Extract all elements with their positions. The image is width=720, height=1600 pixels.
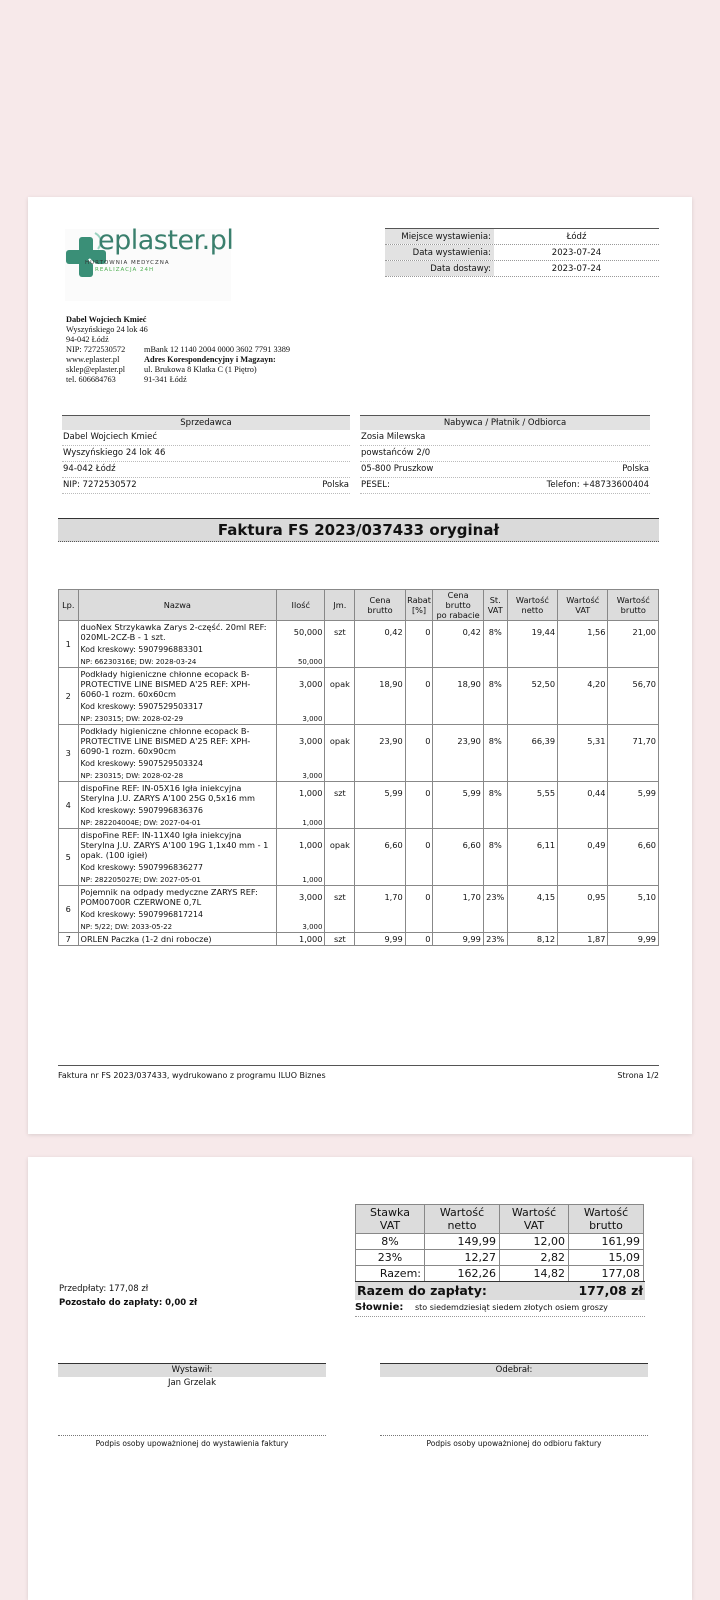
meta-row: Data dostawy: 2023-07-24 — [385, 261, 659, 277]
buyer-block: Nabywca / Płatnik / Odbiorca Zosia Milewska powstańców 2/0 05-800 Pruszkow Polska PESEL: Telefon: +48733600404 — [360, 415, 650, 494]
barcode-row: Kod kreskowy: 5907996836376 — [59, 804, 659, 817]
seller-block: Sprzedawca Dabel Wojciech Kmieć Wyszyńskiego 24 lok 46 94-042 Łódź NIP: 7272530572 Polska — [62, 415, 350, 494]
barcode-row: Kod kreskowy: 5907529503317 — [59, 700, 659, 713]
vat-row: 8% 149,99 12,00 161,99 — [356, 1234, 644, 1250]
prepayment-info: Przedpłaty: 177,08 zł Pozostało do zapłaty: 0,00 zł — [59, 1284, 198, 1308]
logo-subtitle: HURTOWNIA MEDYCZNA — [85, 260, 170, 266]
table-row: 2 Podkłady higieniczne chłonne ecopack B-PROTECTIVE LINE BISMED A'25 REF: XPH-6060-1 rozm. 60x60cm 3,000 opak 18,90 0 18,90 8% 52,50 4,20 56,70 — [59, 668, 659, 701]
payment-summary: Razem do zapłaty: 177,08 zł Słownie: sto siedemdziesiąt siedem złotych osiem groszy — [355, 1281, 645, 1317]
batch-row: NP: 66230316E; DW: 2028-03-24 50,000 — [59, 656, 659, 668]
receiver-signature: Odebrał: Podpis osoby upoważnionej do odbioru faktury — [380, 1363, 648, 1448]
table-row: 4 dispoFine REF: IN-05X16 Igła iniekcyjna Sterylna J.U. ZARYS A'100 25G 0,5x16 mm 1,000 szt 5,99 0 5,99 8% 5,55 0,44 5,99 — [59, 782, 659, 805]
page-footer: Faktura nr FS 2023/037433, wydrukowano z programu ILUO Biznes Strona 1/2 — [58, 1065, 659, 1080]
barcode-row: Kod kreskowy: 5907529503324 — [59, 757, 659, 770]
meta-row: Data wystawienia: 2023-07-24 — [385, 245, 659, 261]
invoice-page-1 — [28, 197, 692, 1134]
barcode-row: Kod kreskowy: 5907996883301 — [59, 643, 659, 656]
invoice-page-2 — [28, 1157, 692, 1600]
issuer-signature: Wystawił: Jan Grzelak Podpis osoby upoważnionej do wystawienia faktury — [58, 1363, 326, 1448]
vat-row: 23% 12,27 2,82 15,09 — [356, 1250, 644, 1266]
table-row: 1 duoNex Strzykawka Zarys 2-część. 20ml REF: 020ML-2CZ-B - 1 szt. 50,000 szt 0,42 0 0,42 8% 19,44 1,56 21,00 — [59, 621, 659, 644]
table-row: 3 Podkłady higieniczne chłonne ecopack B-PROTECTIVE LINE BISMED A'25 REF: XPH-6090-1 rozm. 60x90cm 3,000 opak 23,90 0 23,90 8% 66,39 5,31 71,70 — [59, 725, 659, 758]
meta-row: Miejsce wystawienia: Łódź — [385, 229, 659, 245]
batch-row: NP: 230315; DW: 2028-02-28 3,000 — [59, 770, 659, 782]
items-header: Lp. Nazwa Ilość Jm. Cena brutto Rabat [%] Cena brutto po rabacie St. VAT Wartość netto Wartość VAT Wartość brutto — [59, 590, 659, 621]
barcode-row: Kod kreskowy: 5907996817214 — [59, 908, 659, 921]
batch-row: NP: 282205027E; DW: 2027-05-01 1,000 — [59, 874, 659, 886]
logo-tagline: REALIZACJA 24H — [95, 267, 155, 273]
logo-wordmark: eplaster.pl — [98, 225, 234, 256]
invoice-meta — [385, 228, 659, 277]
items-table — [58, 589, 659, 946]
invoice-title: Faktura FS 2023/037433 oryginał — [58, 518, 659, 542]
vat-summary-table: Stawka VAT Wartość netto Wartość VAT Wartość brutto 8% 149,99 12,00 161,99 23% 12,27 2,82 15,09 Razem: 162,26 14,82 177,08 — [355, 1204, 644, 1282]
batch-row: NP: 5/22; DW: 2033-05-22 3,000 — [59, 921, 659, 933]
batch-row: NP: 230315; DW: 2028-02-29 3,000 — [59, 713, 659, 725]
batch-row: NP: 282204004E; DW: 2027-04-01 1,000 — [59, 817, 659, 829]
vat-row: Razem: 162,26 14,82 177,08 — [356, 1266, 644, 1282]
barcode-row: Kod kreskowy: 5907996836277 — [59, 861, 659, 874]
total-amount: 177,08 zł — [578, 1283, 643, 1298]
company-address: Dabel Wojciech Kmieć Wyszyńskiego 24 lok 46 94-042 Łódź NIP: 7272530572 mBank 12 1140 2004 0000 3602 7791 3389 www.eplaster.pl Adres Korespondencyjny i Magzayn: sklep@eplaster.pl ul. Brukowa 8 Klatka C (1 Piętro) tel. 606684763 91-341 Łódź — [66, 315, 291, 384]
table-row: 6 Pojemnik na odpady medyczne ZARYS REF: POM00700R CZERWONE 0,7L 3,000 szt 1,70 0 1,70 23% 4,15 0,95 5,10 — [59, 886, 659, 909]
table-row: 5 dispoFine REF: IN-11X40 Igła iniekcyjna Sterylna J.U. ZARYS A'100 19G 1,1x40 mm - 1 opak. (100 igieł) 1,000 opak 6,60 0 6,60 8% 6,11 0,49 6,60 — [59, 829, 659, 862]
table-row: 7 ORLEN Paczka (1-2 dni robocze) 1,000 szt 9,99 0 9,99 23% 8,12 1,87 9,99 — [59, 933, 659, 946]
